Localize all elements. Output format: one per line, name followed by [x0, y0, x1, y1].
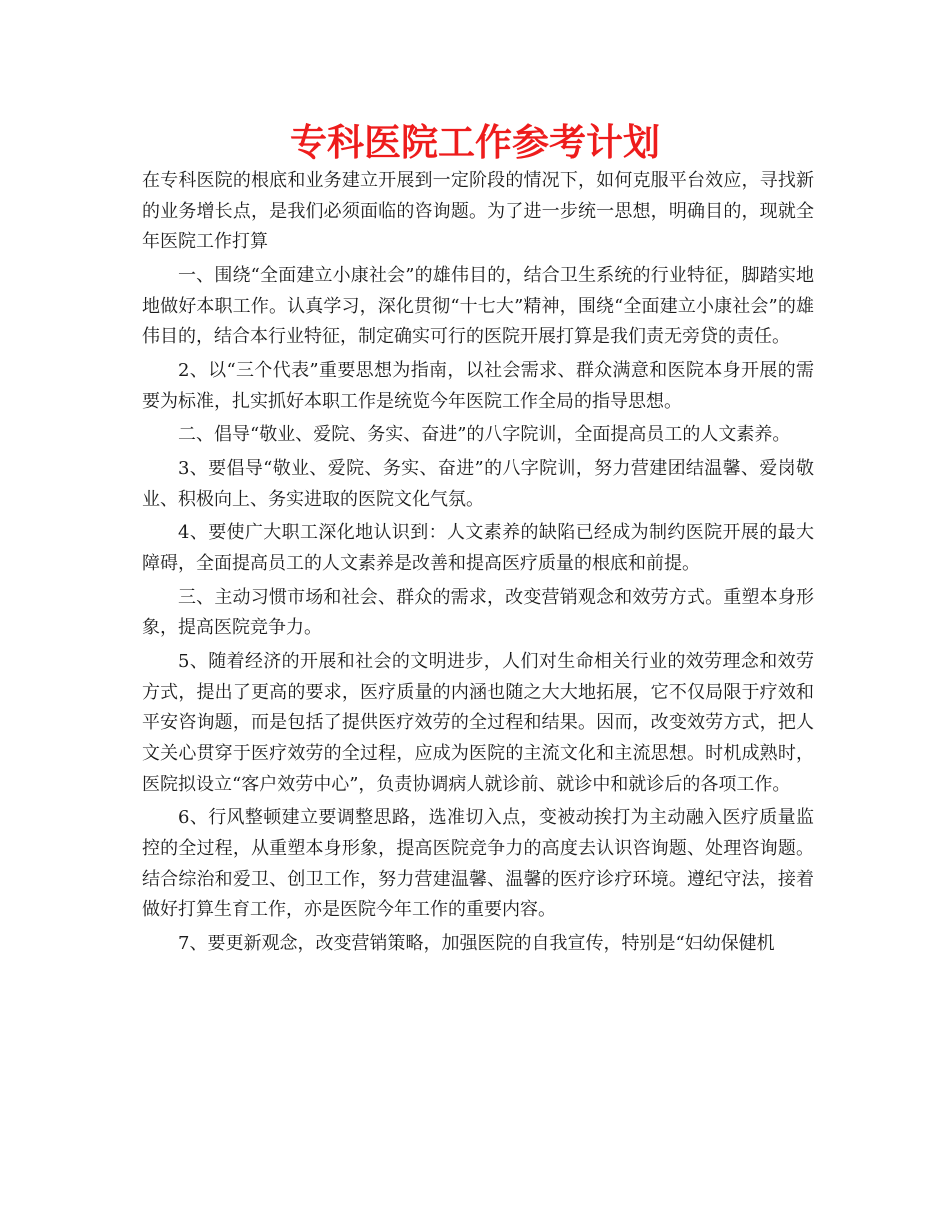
paragraph-item-5: 5、随着经济的开展和社会的文明进步，人们对生命相关行业的效劳理念和效劳方式，提出了更高的要求，医疗质量的内涵也随之大大地拓展，它不仅局限于疗效和平安咨询题，而是包括了提供医疗效劳的全过程和结果。因而，改变效劳方式，把人文关心贯穿于医疗效劳的全过程，应成为医院的主流文化和主流思想。时机成熟时，医院拟设立“客户效劳中心”，负责协调病人就诊前、就诊中和就诊后的各项工作。: [142, 651, 814, 795]
paragraph-section-2: 二、倡导“敬业、爱院、务实、奋进”的八字院训，全面提高员工的人文素养。: [178, 424, 791, 446]
paragraph-item-7: 7、要更新观念，改变营销策略，加强医院的自我宣传，特别是“妇幼保健机: [178, 932, 775, 954]
paragraph-item-3: 3、要倡导“敬业、爱院、务实、奋进”的八字院训，努力营建团结温馨、爱岗敬业、积极向上、务实进取的医院文化气氛。: [142, 458, 814, 510]
document-body: [142, 166, 814, 963]
paragraph-section-1: 一、围绕“全面建立小康社会”的雄伟目的，结合卫生系统的行业特征，脚踏实地地做好本职工作。认真学习，深化贯彻“十七大”精神，围绕“全面建立小康社会”的雄伟目的，结合本行业特征，制定确实可行的医院开展打算是我们责无旁贷的责任。: [142, 264, 814, 348]
document-title: 专科医院工作参考计划: [290, 121, 660, 164]
paragraph-item-2: 2、以“三个代表”重要思想为指南，以社会需求、群众满意和医院本身开展的需要为标准，扎实抓好本职工作是统览今年医院工作全局的指导思想。: [142, 359, 814, 412]
paragraph-section-3: 三、主动习惯市场和社会、群众的需求，改变营销观念和效劳方式。重塑本身形象，提高医院竞争力。: [142, 586, 814, 639]
paragraph-item-4: 4、要使广大职工深化地认识到：人文素养的缺陷已经成为制约医院开展的最大障碍，全面提高员工的人文素养是改善和提高医疗质量的根底和前提。: [142, 522, 814, 575]
paragraph-intro: 在专科医院的根底和业务建立开展到一定阶段的情况下，如何克服平台效应，寻找新的业务增长点，是我们必须面临的咨询题。为了进一步统一思想，明确目的，现就全年医院工作打算: [142, 170, 814, 253]
paragraph-item-6: 6、行风整顿建立要调整思路，选准切入点，变被动挨打为主动融入医疗质量监控的全过程，从重塑本身形象，提高医院竞争力的高度去认识咨询题、处理咨询题。结合综治和爱卫、创卫工作，努力营建温馨、温馨的医疗诊疗环境。遵纪守法，接着做好打算生育工作，亦是医院今年工作的重要内容。: [142, 807, 814, 921]
